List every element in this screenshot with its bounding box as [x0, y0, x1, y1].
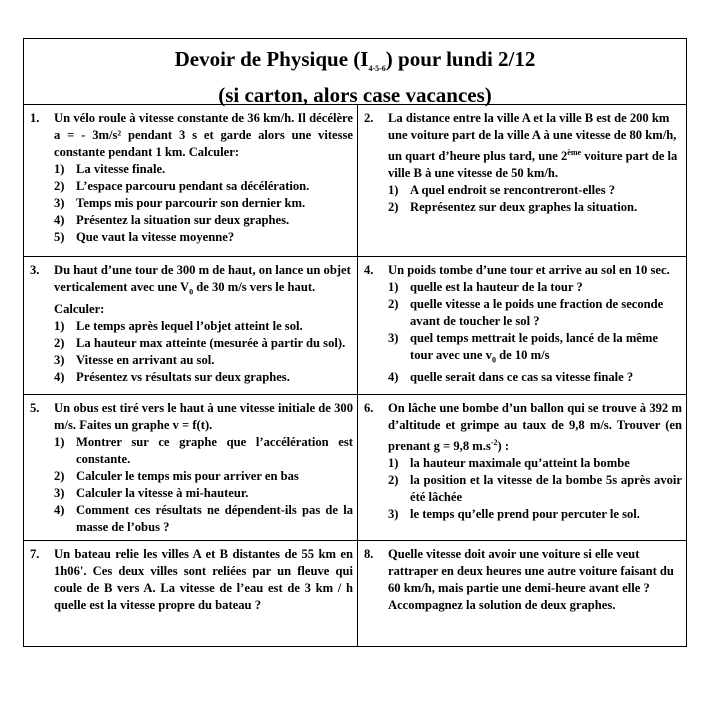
exercise-number: 6. — [364, 401, 374, 415]
list-item: 4) Comment ces résultats ne dépendent-ils pas de la masse de l’obus ? — [54, 503, 353, 534]
exercise-number: 3. — [30, 263, 40, 277]
exercise-2 — [358, 105, 686, 257]
list-item: 1) A quel endroit se rencontreront-elles ? — [388, 183, 616, 198]
exercise-grid — [24, 105, 686, 647]
sheet-title — [24, 39, 686, 108]
list-item: 5) Que vaut la vitesse moyenne? — [54, 230, 235, 244]
exercise-statement: Un vélo roule à vitesse constante de 36 km/h. Il décélère a = - 3m/s² pendant 3 s et garde alors une vitesse constante pendant 1 km. Calculer: — [54, 111, 353, 159]
exercise-number: 7. — [30, 547, 40, 561]
homework-sheet — [23, 38, 687, 647]
exercise-statement: La distance entre la ville A et la ville B est de 200 km une voiture part de la ville A à une vitesse de 80 km/h, un quart d’heure plus tard, une 2ème voiture part de la ville B à une vitesse de 50 km/h. — [388, 111, 678, 181]
exercise-statement: On lâche une bombe d’un ballon qui se trouve à 392 m d’altitude et grimpe au taux de 9,8 m/s. Trouver (en prenant g = 9,8 $m.s^{-2}$) : — [388, 401, 682, 454]
list-item: 2) L’espace parcouru pendant sa décélération. — [54, 179, 310, 193]
list-item: 1) quelle est la hauteur de la tour ? — [388, 280, 583, 294]
title-line-1 — [24, 46, 686, 82]
exercise-number: 5. — [30, 401, 40, 415]
exercise-1 — [24, 105, 358, 257]
exercise-number: 1. — [30, 111, 40, 125]
exercise-7 — [24, 541, 358, 647]
title-subscript: 4-5-6 — [368, 64, 386, 74]
exercise-statement: Un poids tombe d’une tour et arrive au sol en 10 sec. — [388, 263, 670, 277]
exercise-5 — [24, 395, 358, 541]
list-item: 4) Présentez vs résultats sur deux graphes. — [54, 369, 290, 384]
title-prefix: Devoir de Physique (I — [174, 47, 369, 71]
list-item: 3) quel temps mettrait le poids, lancé de la même tour avec une $v_0$ de 10 m/s — [388, 331, 658, 365]
list-item: 4) quelle serait dans ce cas sa vitesse finale ? — [388, 369, 634, 384]
list-item: 3) Vitesse en arrivant au sol. — [54, 352, 215, 367]
list-item: 1) Montrer sur ce graphe que l’accélération est constante. — [54, 435, 353, 466]
exercise-number: 8. — [364, 547, 374, 561]
exercise-3 — [24, 257, 358, 395]
list-item: 2) la position et la vitesse de la bombe 5s après avoir été lâchée — [388, 473, 682, 505]
list-item: 1) la hauteur maximale qu’atteint la bombe — [388, 456, 630, 471]
exercise-number: 2. — [364, 111, 374, 125]
list-item: 3) Temps mis pour parcourir son dernier km. — [54, 196, 306, 210]
exercise-statement: Un bateau relie les villes A et B distantes de 55 km en 1h06'. Ces deux villes sont reliées par un fleuve qui coule de B vers A. La vitesse de l’eau est de 3 km / h quelle est la vitesse propre du bateau ? — [54, 547, 353, 612]
list-item: 3) Calculer la vitesse à mi-hauteur. — [54, 486, 249, 500]
list-item: 2) Représentez sur deux graphes la situation. — [388, 200, 638, 215]
list-item: 1) La vitesse finale. — [54, 162, 166, 176]
exercise-number: 4. — [364, 263, 374, 277]
list-item: 2) La hauteur max atteinte (mesurée à partir du sol). — [54, 335, 346, 350]
list-item: 3) le temps qu’elle prend pour percuter le sol. — [388, 507, 640, 522]
exercise-6 — [358, 395, 686, 541]
list-item: 2) quelle vitesse a le poids une fraction de seconde avant de toucher le sol ? — [388, 297, 664, 328]
exercise-statement: Un obus est tiré vers le haut à une vitesse initiale de 300 m/s. Faites un graphe v = f(t). — [54, 401, 353, 432]
exercise-statement: Du haut d’une tour de 300 m de haut, on lance un objet verticalement avec une $V_0$ de 30 m/s vers le haut. Calculer: — [54, 263, 351, 316]
title-suffix: ) pour lundi 2/12 — [385, 47, 536, 71]
title-line-2: (si carton, alors case vacances) — [218, 83, 492, 108]
exercise-4 — [358, 257, 686, 395]
list-item: 1) Le temps après lequel l’objet atteint le sol. — [54, 318, 303, 333]
list-item: 4) Présentez la situation sur deux graphes. — [54, 213, 290, 227]
list-item: 2) Calculer le temps mis pour arriver en bas — [54, 469, 299, 483]
exercise-8 — [358, 541, 686, 647]
exercise-statement: Quelle vitesse doit avoir une voiture si elle veut rattraper en deux heures une autre voiture faisant du 60 km/h, mais partie une demi-heure avant elle ? Accompagnez la solution de deux graphes. — [388, 547, 674, 612]
